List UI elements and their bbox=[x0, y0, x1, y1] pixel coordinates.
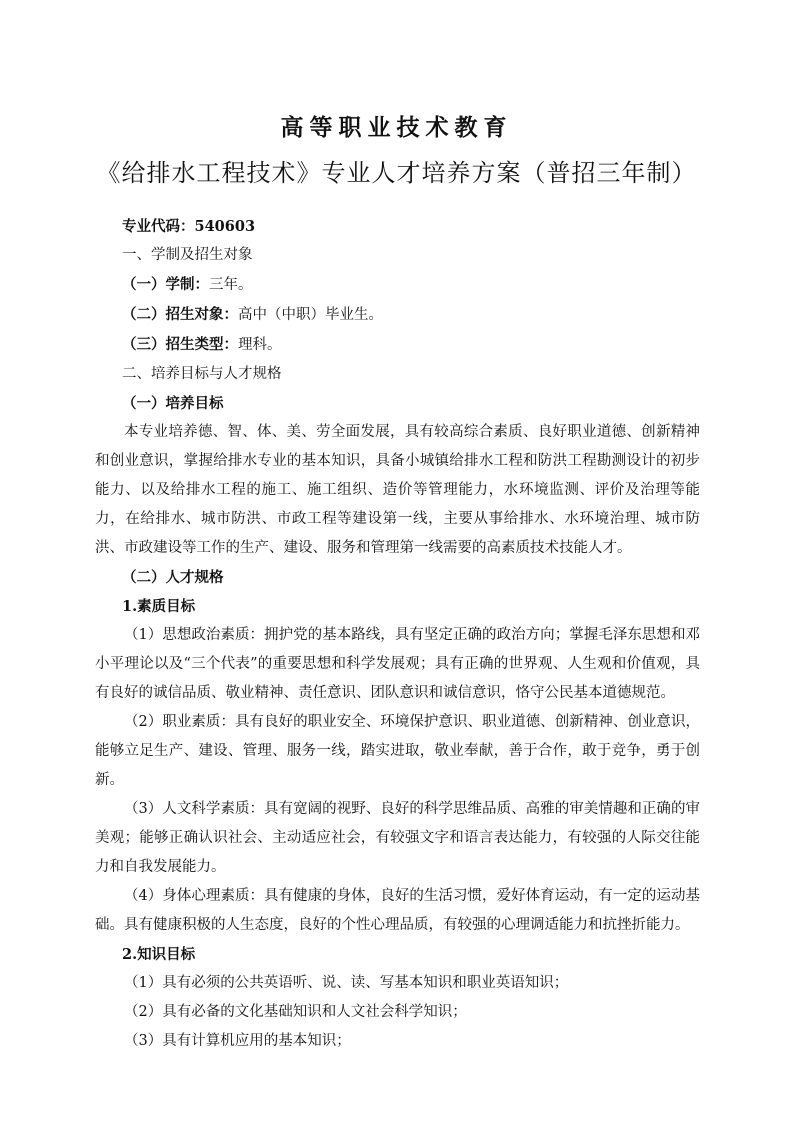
section1-item-label: （三）招生类型： bbox=[122, 336, 238, 353]
training-goal-text: 本专业培养德、智、体、美、劳全面发展，具有较高综合素质、良好职业道德、创新精神和创业意识，掌握给排水专业的基本知识，具备小城镇给排水工程和防洪工程勘测设计的初步能力、以及给排水工程的施工、施工组织、造价等管理能力，水环境监测、评价及治理等能力，在给排水、城市防洪、市政工程等建设第一线，主要从事给排水、水环境治理、城市防洪、市政建设等工作的生产、建设、服务和管理第一线需要的高素质技术技能人才。 bbox=[95, 424, 700, 556]
knowledge-item: （2）具有必备的文化基础知识和人文社会科学知识； bbox=[124, 1004, 467, 1020]
section2-heading: 二、培养目标与人才规格 bbox=[122, 366, 282, 382]
section1-item-label: （二）招生对象： bbox=[122, 306, 238, 323]
major-code bbox=[95, 212, 700, 241]
document-subtitle: 《给排水工程技术》专业人才培养方案（普招三年制） bbox=[96, 159, 697, 187]
knowledge-item: （1）具有必须的公共英语听、说、读、写基本知识和职业英语知识； bbox=[124, 975, 569, 991]
training-goal-heading: （一）培养目标 bbox=[122, 395, 224, 412]
quality-item: （4）身体心理素质：具有健康的身体，良好的生活习惯，爱好体育运动，有一定的运动基础。具有健康积极的人生态度，良好的个性心理品质，有较强的心理调适能力和抗挫折能力。 bbox=[95, 888, 700, 933]
section1-item bbox=[95, 300, 700, 330]
quality-item: （3）人文科学素质：具有宽阔的视野、良好的科学思维品质、高雅的审美情趣和正确的审美观；能够正确认识社会、主动适应社会，有较强文字和语言表达能力，有较强的人际交往能力和自我发展能力。 bbox=[95, 801, 700, 875]
quality-item: （1）思想政治素质：拥护党的基本路线，具有坚定正确的政治方向；掌握毛泽东思想和邓小平理论以及“三个代表”的重要思想和科学发展观；具有正确的世界观、人生观和价值观，具有良好的诚信品质、敬业精神、责任意识、团队意识和诚信意识，恪守公民基本道德规范。 bbox=[95, 627, 700, 701]
document-main-title: 高等职业技术教育 bbox=[280, 114, 513, 141]
quality-item: （2）职业素质：具有良好的职业安全、环境保护意识、职业道德、创新精神、创业意识，能够立足生产、建设、管理、服务一线，踏实进取，敬业奉献，善于合作，敢于竞争，勇于创新。 bbox=[95, 714, 700, 788]
section1-item bbox=[95, 270, 700, 300]
section1-item-label: （一）学制： bbox=[122, 276, 209, 293]
section1-heading: 一、学制及招生对象 bbox=[122, 247, 253, 263]
talent-spec-heading: （二）人才规格 bbox=[122, 569, 224, 586]
section1-item-value: 三年。 bbox=[209, 277, 253, 293]
document-body bbox=[95, 212, 700, 1056]
section1-item-value: 高中（中职）毕业生。 bbox=[238, 307, 383, 323]
major-code-label: 专业代码： bbox=[122, 218, 195, 235]
section1-item-value: 理科。 bbox=[238, 337, 282, 353]
knowledge-item: （3）具有计算机应用的基本知识； bbox=[124, 1033, 351, 1049]
quality-goal-heading: 1.素质目标 bbox=[122, 598, 196, 615]
section1-item bbox=[95, 330, 700, 360]
major-code-value: 540603 bbox=[194, 218, 256, 235]
knowledge-goal-heading: 2.知识目标 bbox=[122, 946, 196, 963]
